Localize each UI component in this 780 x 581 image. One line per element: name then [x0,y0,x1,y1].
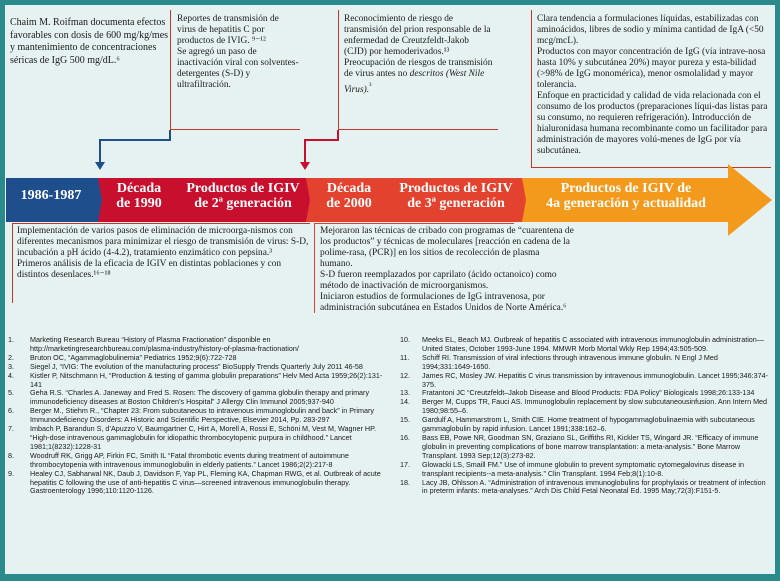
reference-item: 11. Schiff RI. Transmission of viral infections through intravenous immune globulin. N Engl J Med 1994;331:1649-1650. [400,352,718,371]
reference-item: 18. Lacy JB, Ohlsson A. “Administration of intravenous immunoglobulins for prophylaxis or treatment of infection in preterm infants: meta-analyses.” Arch Dis Child Fetal Neonatal Ed. 1995 May;72(3):F151-5. [400,477,766,496]
note-paragraph: Chaim M. Roifman documenta efectos favorables con dosis de 600 mg/kg/mes y mantenimiento de concentraciones séricas de IgG 500 mg/dL.⁶ [10,17,169,66]
note-paragraph: Implementación de varios pasos de eliminación de microorga-nismos con diferentes mecanismos para minimizar el riesgo de transmisión de virus: S-D, incubación a pH ácido (4-4.2), tratamiento enzimático con pepsina.³ [17,226,309,258]
reference-item: 10. Meeks EL, Beach MJ. Outbreak of hepatitis C associated with intravenous immunoglobulin administration—United States, October 1993-June 1994. MMWR Morb Mortal Wkly Rep 1994;43:505-509. [400,335,764,353]
reference-item: 13. Fratantoni JC “Creutzfeldt–Jakob Disease and Blood Products: FDA Policy” Biologicals 1998;26:133-134 [400,388,755,398]
note-paragraph: Iniciaron estudios de formulaciones de IgG intravenosa, por administración subcutánea en Estados Unidos de Norte América.⁶ [320,292,567,313]
note-paragraph: Reportes de transmisión de virus de hepatitis C por productos de IVIG. ⁹⁻¹² [177,14,279,46]
timeline-label-decade-2000: Década de 2000 [326,181,372,211]
note-paragraph: Mejoraron las técnicas de cribado con programas de “cuarentena de los productos” y técnicas de moleculares [reacción en cadena de la polime-rasa, (PCR)] en los sitios de recolección de plasma humano. [320,226,574,269]
reference-item: 1. Marketing Research Bureau “History of Plasma Fractionation” disponible en http://marketingresearchbureau.com/plasma-industry/history-of-plasma-fractionation/ [8,335,299,353]
note-paragraph: Primeros análisis de la eficacia de IGIV en distintas poblaciones y con distintos desenlaces.¹⁶⁻¹⁸ [17,259,282,280]
note-paragraph: Enfoque en practicidad y calidad de vida relacionada con el consumo de los productos (preparaciones líqui-das listas para su consumo, no requieren refrigeración). Introducción de hialuronidasa humana recombinante como un facilitador para administración de mayores volú-menes de IgG por vía subcutánea. [537,91,768,156]
timeline-label-1986: 1986-1987 [20,188,82,203]
reference-item: 2. Bruton OC, “Agammaglobulinemia” Pediatrics 1952;9(6):722-728 [8,352,237,362]
reference-item: 12. James RC, Mosley JW. Hepatitis C virus transmission by intravenous immunoglobulin. Lancet 1995;346:374-375. [400,370,768,389]
timeline-label-gen2: Productos de IGIV de 2ª generación [186,181,300,211]
timeline-label-gen3: Productos de IGIV de 3ª generación [399,181,513,211]
references-right [400,336,770,496]
timeline-label-decade-1990: Década de 1990 [116,181,162,211]
reference-item: 6. Berger M., Stiehm R., “Chapter 23: From subcutaneous to intravenous immunoglobulin and back” in Primary Immunodeficiency Disorders: A Historic and Scientific Perspective, Elsevier 2014, Pp. 283-297 [8,406,374,425]
reference-item: 9. Healey CJ, Sabharwal NK, Daub J, Davidson F, Yap PL, Fleming KA, Chapman RWG, et al. Outbreak of acute hepatitis C following the use of anti-hepatitis C virus—screened intravenous immunoglobulin therapy. Gastroenterology 1996;110:1120-1126. [8,468,381,496]
note-paragraph: Reconocimiento de riesgo de transmisión del prion responsable de la enfermedad de Creutzfeldt-Jakob (CJD) por hemoderivados.¹³ [344,14,491,57]
note-paragraph: Se agregó un paso de inactivación viral con solventes-detergentes (S-D) y ultrafiltración. [177,47,299,90]
reference-item: 7. Imbach P, Barandun S, d’Apuzzo V, Baumgartner C, Hirt A, Morell A, Rossi E, Schöni M, Vest M, Wagner HP. “High-dose intravenous gammaglobulin for idiopathic thrombocytopenic purpura in childhood.” Lancet 1981;1(8232):1228-31 [8,424,376,451]
note-paragraph: Clara tendencia a formulaciones líquidas, estabilizadas con aminoácidos, libres de sodio y mínima cantidad de IgA (<50 mcg/mcL). [537,14,764,46]
note-sup: ³ [369,81,372,90]
note-italic: descritos (West Nile Virus). [344,69,485,96]
reference-item: 16. Bass EB, Powe NR, Goodman SN, Graziano SL, Griffiths RI, Kickler TS, Wingard JR. “Efficacy of immune globulin in preventing complications of bone marrow transplantation: a meta-analysis.” Bone Marrow Transplant. 1993 Sep;12(3):273-82. [400,432,759,460]
note-paragraph: Preocupación de riesgos de transmisión de virus antes no [344,58,493,79]
reference-item: 4. Kistler P, Nitschmann H, “Production & testing of gamma globulin preparations” Helv Med Acta 1959;26(2):131-141 [8,370,383,389]
reference-item: 8. Woodruff RK, Grigg AP, Firkin FC, Smith IL “Fatal thrombotic events during treatment of autoimmune thrombocytopenia with intravenous immunoglobulin in elderly patients.” Lancet 1986;2(2):217-8 [8,450,349,469]
reference-item: 15. Gardulf A, Hammarstrom L, Smith CIE. Home treatment of hypogammaglobulinaemia with subcutaneous gammaglobulin by rapid infusion. Lancet 1991;338:162–6. [400,415,755,434]
timeline-label-gen4: Productos de IGIV de 4a generación y actualidad [546,181,706,211]
reference-item: 14. Berger M, Cupps TR, Fauci AS. Immunoglobulin replacement by slow subcutaneousinfusion. Ann Intern Med 1980;98:55–6. [400,397,768,416]
note-bottom-left [17,226,313,281]
references-left [8,336,386,496]
reference-item: 3. Siegel J, “IVIG: The evolution of the manufacturing process” BioSupply Trends Quarterly July 2011 46-58 [8,361,363,371]
note-bottom-right [320,226,574,314]
note-paragraph: Productos con mayor concentración de IgG (vía intrave-nosa hasta 10% y subcutánea 20%) mayor pureza y esta-bilidad (>98% de IgG monomérica), menor osmolalidad y mayor tolerancia. [537,47,766,90]
reference-item: 17. Glowacki LS, Smaill FM.” Use of immune globulin to prevent symptomatic cytomegalovirus disease in transplant recipients--a meta-analysis.” Clin Transplant. 1994 Feb;8(1):10-8. [400,459,744,478]
reference-item: 5. Geha R.S. “Charles A. Janeway and Fred S. Rosen: The discovery of gamma globulin therapy and primary immunodeficiency diseases at Boston Children’s Hospital” J Allergy Clin Immunol 2005;937-940 [8,388,370,407]
note-paragraph: S-D fueron reemplazados por caprilato (ácido octanoico) como método de inactivación de microorganismos. [320,270,557,291]
